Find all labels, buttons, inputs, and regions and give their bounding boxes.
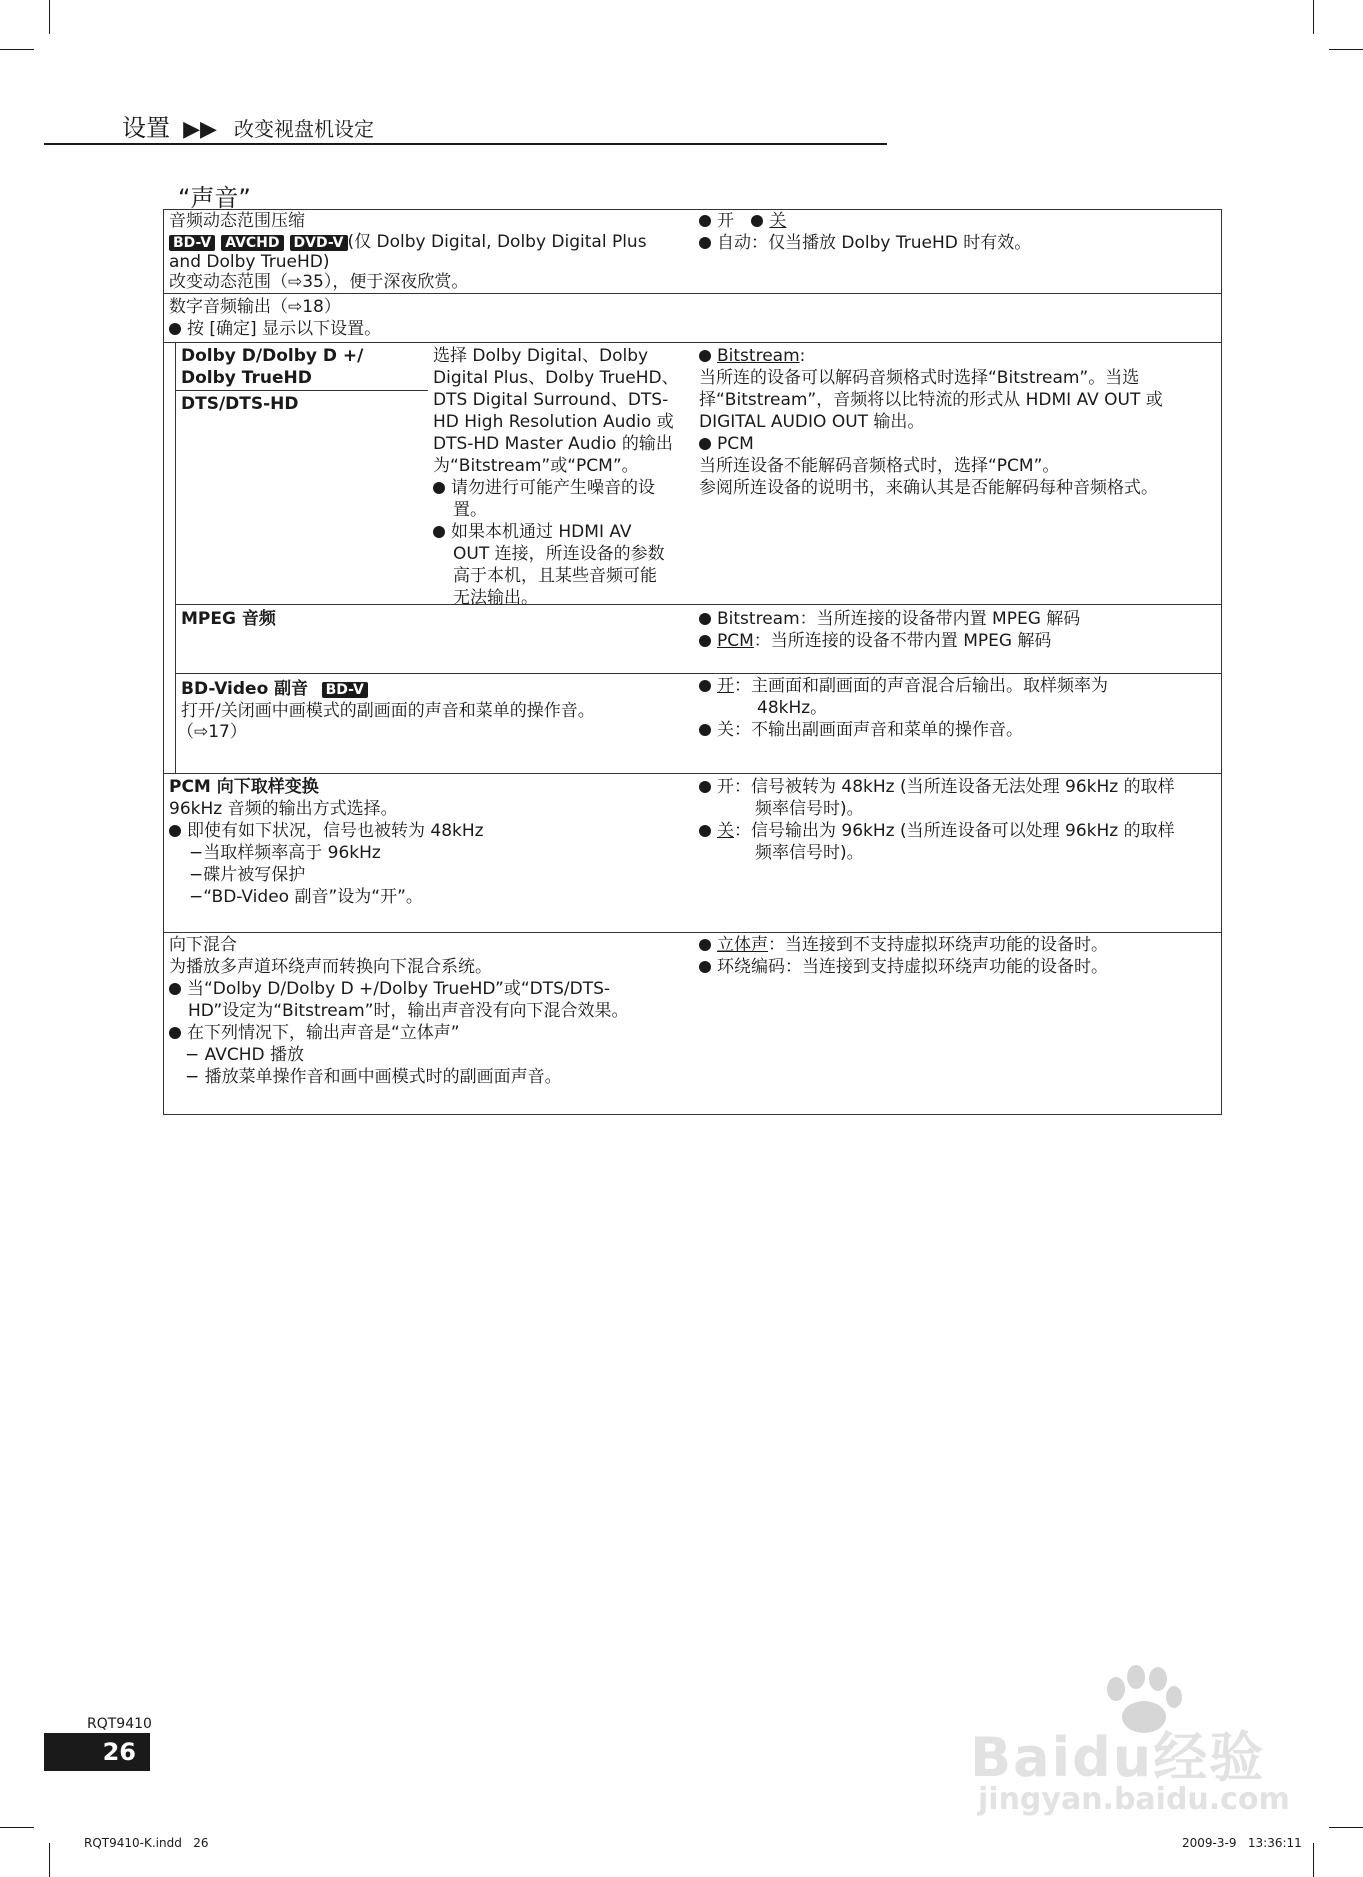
bullet-icon <box>433 526 445 538</box>
drc-badges-line <box>169 231 647 253</box>
row-divider <box>175 673 1222 674</box>
baidu-watermark <box>970 1665 1300 1815</box>
pcmdown-block: PCM 向下取样变换 96kHz 音频的输出方式选择。 即使有如下状况，信号也被转为 48kHz −当取样频率高于 96kHz −碟片被写保护 −“BD-Video 副音”设为“开”。 <box>169 777 484 907</box>
bdvideo-title: BD-Video 副音 <box>181 679 309 699</box>
drc-opt-on: 开 <box>717 211 734 231</box>
row-divider <box>163 293 1222 294</box>
sub-dolby-l1: Dolby D/Dolby D +/ <box>181 346 364 366</box>
sub-dts: DTS/DTS-HD <box>181 394 299 414</box>
row-divider <box>163 773 1222 774</box>
drc-title: 音频动态范围压缩 <box>169 211 305 231</box>
row-divider <box>163 342 1222 343</box>
bdvideo-options: 开：主画面和副画面的声音混合后输出。取样频率为 48kHz。 关：不输出副画面声音和菜单的操作音。 <box>699 675 1108 741</box>
bullet-icon <box>169 825 181 837</box>
opt-pcm: PCM <box>717 434 754 454</box>
row-divider <box>163 932 1222 933</box>
crop-mark <box>1313 0 1314 34</box>
file-name: RQT9410-K.indd 26 <box>84 1836 209 1850</box>
mpeg-title: MPEG 音频 <box>181 609 276 629</box>
digital-note1: 请勿进行可能产生噪音的设 <box>433 477 679 499</box>
bullet-icon <box>699 825 711 837</box>
bdvideo-line2: 打开/关闭画中画模式的副画面的声音和菜单的操作音。 <box>181 701 595 721</box>
downmix-options: 立体声：当连接到不支持虚拟环绕声功能的设备时。 环绕编码：当连接到支持虚拟环绕声功能的设备时。 <box>699 934 1108 978</box>
bullet-icon <box>699 350 711 362</box>
badge-bd-v: BD-V <box>169 235 215 251</box>
crop-mark <box>1329 49 1363 50</box>
drc-line4: 改变动态范围（⇨35），便于深夜欣赏。 <box>169 272 469 292</box>
bullet-icon <box>699 438 711 450</box>
bullet-icon <box>169 1027 181 1039</box>
bullet-icon <box>699 635 711 647</box>
drc-line3: and Dolby TrueHD) <box>169 252 330 272</box>
arrow-icon: ▶▶ <box>183 117 217 142</box>
bullet-icon <box>699 680 711 692</box>
watermark-brand: Baidu经验 <box>970 1726 1266 1789</box>
bullet-icon <box>751 215 763 227</box>
mpeg-options: Bitstream：当所连接的设备带内置 MPEG 解码 PCM：当所连接的设备不带内置 MPEG 解码 <box>699 608 1080 652</box>
digital-line2: 按 [确定] 显示以下设置。 <box>169 318 381 340</box>
badge-dvd-v: DVD-V <box>290 235 348 251</box>
bdvideo-title-line <box>181 678 374 700</box>
digital-title: 数字音频输出（⇨18） <box>169 297 341 317</box>
watermark-url: jingyan.baidu.com <box>978 1782 1290 1817</box>
page-header <box>122 108 374 143</box>
downmix-block: 向下混合 为播放多声道环绕声而转换向下混合系统。 当“Dolby D/Dolby D +/Dolby TrueHD”或“DTS/DTS- HD”设定为“Bitstream”时，输出声音没有向下混合效果。 在下列情况下，输出声音是“立体声” − AVCHD 播放 − 播放菜单操作音和画中画模式时的副画面声音。 <box>169 935 629 1087</box>
bullet-icon <box>699 961 711 973</box>
sub-divider <box>175 390 428 391</box>
crop-mark <box>0 1827 34 1828</box>
bullet-icon <box>699 724 711 736</box>
section-title: “声音” <box>178 184 251 212</box>
bdvideo-line3: （⇨17） <box>177 722 247 742</box>
bullet-icon <box>699 613 711 625</box>
downmix-title: 向下混合 <box>169 935 237 955</box>
row-divider <box>175 604 1222 605</box>
header-rule <box>44 143 887 145</box>
crop-mark <box>49 1843 50 1877</box>
page-number: 26 <box>102 1738 136 1766</box>
bullet-icon <box>433 482 445 494</box>
crop-mark <box>49 0 50 34</box>
page-number-box <box>44 1733 150 1771</box>
bullet-icon <box>699 939 711 951</box>
badge-avchd: AVCHD <box>221 235 283 251</box>
sub-dolby-l2: Dolby TrueHD <box>181 368 312 388</box>
bullet-icon <box>699 215 711 227</box>
digital-note2: 如果本机通过 HDMI AV <box>433 521 679 543</box>
drc-opt-onoff <box>699 210 786 232</box>
drc-line2: (仅 Dolby Digital, Dolby Digital Plus <box>347 232 647 252</box>
badge-bd-v: BD-V <box>322 682 368 698</box>
print-date: 2009-3-9 13:36:11 <box>1182 1836 1302 1850</box>
bullet-icon <box>699 781 711 793</box>
bullet-icon <box>169 323 181 335</box>
header-title: 设置 <box>122 114 170 142</box>
drc-opt-auto: 自动：仅当播放 Dolby TrueHD 时有效。 <box>699 232 1031 254</box>
crop-mark <box>1313 1843 1314 1877</box>
bullet-icon <box>699 237 711 249</box>
opt-bitstream: Bitstream <box>717 346 800 366</box>
pcmdown-options: 开：信号被转为 48kHz (当所连设备无法处理 96kHz 的取样 频率信号时)。 关：信号输出为 96kHz (当所连设备可以处理 96kHz 的取样 频率信号时)。 <box>699 776 1175 864</box>
drc-opt-off: 关 <box>769 211 787 231</box>
crop-mark <box>0 49 34 50</box>
bullet-icon <box>169 983 181 995</box>
header-subtitle: 改变视盘机设定 <box>234 117 375 141</box>
model-number: RQT9410 <box>87 1716 152 1732</box>
digital-options: Bitstream: 当所连的设备可以解码音频格式时选择“Bitstream”。当选 择“Bitstream”，音频将以比特流的形式从 HDMI AV OUT 或 DIGITAL AUDIO OUT 输出。 PCM 当所连设备不能解码音频格式时，选择“PCM”。 参阅所连设备的说明书，来确认其是否能解码每种音频格式。 <box>699 346 1163 498</box>
sub-indent-line <box>175 342 176 773</box>
crop-mark <box>1329 1827 1363 1828</box>
digital-desc: 选择 Dolby Digital、Dolby Digital Plus、Dolby TrueHD、 DTS Digital Surround、DTS- HD High Resolution Audio 或 DTS-HD Master Audio 的输出 为“Bitstream”或“PCM”。 请勿进行可能产生噪音的设 置。 如果本机通过 HDMI AV OUT 连接，所连设备的参数 高于本机，且某些音频可能 无法输出。 <box>433 346 679 608</box>
pcmdown-title: PCM 向下取样变换 <box>169 777 319 797</box>
